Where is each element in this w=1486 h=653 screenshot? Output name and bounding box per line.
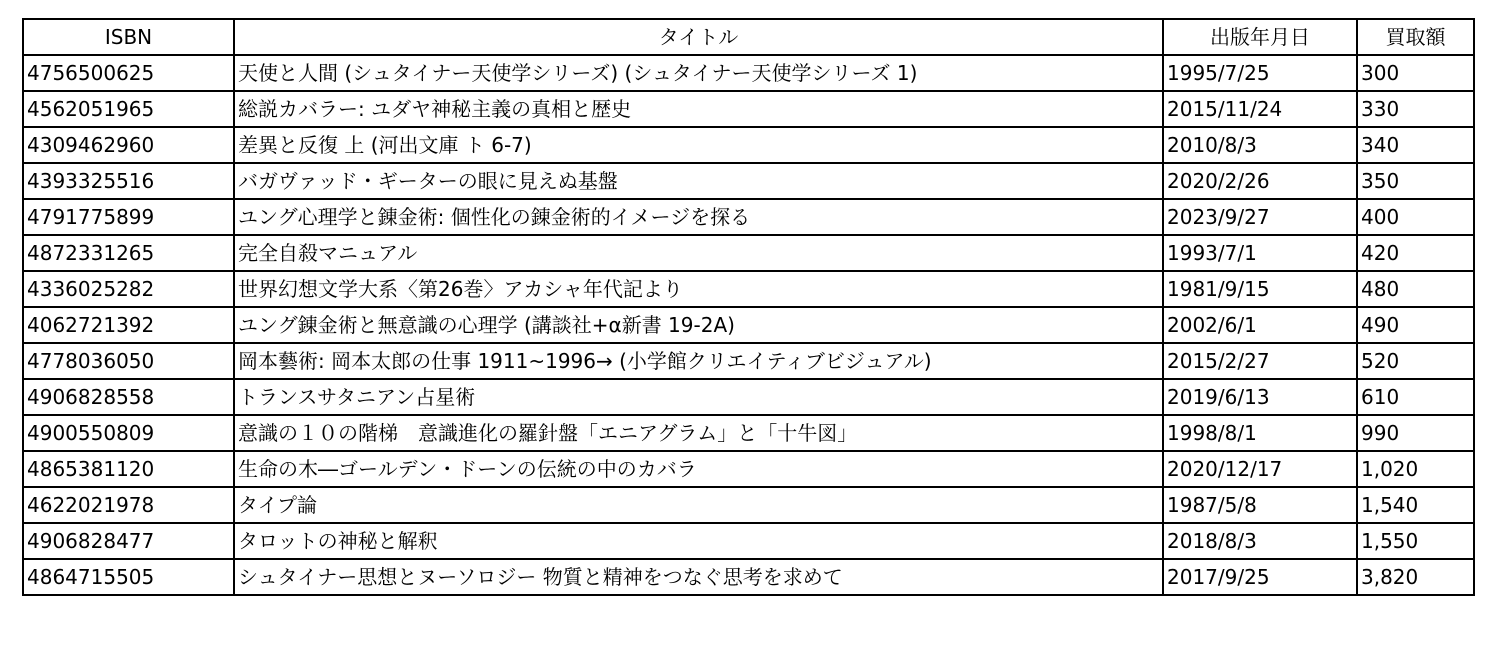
price-cell[interactable]: 330 (1357, 91, 1474, 127)
price-cell[interactable]: 350 (1357, 163, 1474, 199)
isbn-cell[interactable]: 4778036050 (23, 343, 234, 379)
table-row (23, 127, 1474, 163)
table-row (23, 343, 1474, 379)
title-cell[interactable]: 意識の１０の階梯 意識進化の羅針盤「エニアグラム」と「十牛図」 (234, 415, 1163, 451)
title-cell[interactable]: 天使と人間 (シュタイナー天使学シリーズ) (シュタイナー天使学シリーズ 1) (234, 55, 1163, 91)
title-cell[interactable]: トランスサタニアン占星術 (234, 379, 1163, 415)
table-row (23, 163, 1474, 199)
price-cell[interactable]: 1,020 (1357, 451, 1474, 487)
date-cell[interactable]: 2002/6/1 (1163, 307, 1357, 343)
isbn-cell[interactable]: 4872331265 (23, 235, 234, 271)
price-cell[interactable]: 1,550 (1357, 523, 1474, 559)
isbn-cell[interactable]: 4791775899 (23, 199, 234, 235)
table-row (23, 415, 1474, 451)
date-cell[interactable]: 1998/8/1 (1163, 415, 1357, 451)
table-row (23, 523, 1474, 559)
isbn-cell[interactable]: 4756500625 (23, 55, 234, 91)
title-cell[interactable]: バガヴァッド・ギーターの眼に見えぬ基盤 (234, 163, 1163, 199)
title-cell[interactable]: タイプ論 (234, 487, 1163, 523)
header-isbn[interactable]: ISBN (23, 19, 234, 55)
isbn-cell[interactable]: 4393325516 (23, 163, 234, 199)
date-cell[interactable]: 2015/2/27 (1163, 343, 1357, 379)
isbn-cell[interactable]: 4864715505 (23, 559, 234, 595)
isbn-cell[interactable]: 4562051965 (23, 91, 234, 127)
price-cell[interactable]: 480 (1357, 271, 1474, 307)
title-cell[interactable]: シュタイナー思想とヌーソロジー 物質と精神をつなぐ思考を求めて (234, 559, 1163, 595)
price-cell[interactable]: 490 (1357, 307, 1474, 343)
table-row (23, 559, 1474, 595)
date-cell[interactable]: 2015/11/24 (1163, 91, 1357, 127)
date-cell[interactable]: 2017/9/25 (1163, 559, 1357, 595)
table-row (23, 91, 1474, 127)
title-cell[interactable]: 完全自殺マニュアル (234, 235, 1163, 271)
date-cell[interactable]: 2020/2/26 (1163, 163, 1357, 199)
isbn-cell[interactable]: 4622021978 (23, 487, 234, 523)
title-cell[interactable]: 差異と反復 上 (河出文庫 ト 6-7) (234, 127, 1163, 163)
title-cell[interactable]: 生命の木―ゴールデン・ドーンの伝統の中のカバラ (234, 451, 1163, 487)
date-cell[interactable]: 1993/7/1 (1163, 235, 1357, 271)
header-title[interactable]: タイトル (234, 19, 1163, 55)
price-cell[interactable]: 340 (1357, 127, 1474, 163)
title-cell[interactable]: 世界幻想文学大系〈第26巻〉アカシャ年代記より (234, 271, 1163, 307)
book-price-table (22, 18, 1475, 596)
table-row (23, 307, 1474, 343)
header-price[interactable]: 買取額 (1357, 19, 1474, 55)
price-cell[interactable]: 420 (1357, 235, 1474, 271)
header-date[interactable]: 出版年月日 (1163, 19, 1357, 55)
table-row (23, 487, 1474, 523)
date-cell[interactable]: 1995/7/25 (1163, 55, 1357, 91)
price-cell[interactable]: 3,820 (1357, 559, 1474, 595)
isbn-cell[interactable]: 4336025282 (23, 271, 234, 307)
title-cell[interactable]: タロットの神秘と解釈 (234, 523, 1163, 559)
isbn-cell[interactable]: 4906828558 (23, 379, 234, 415)
price-cell[interactable]: 400 (1357, 199, 1474, 235)
title-cell[interactable]: ユング心理学と錬金術: 個性化の錬金術的イメージを探る (234, 199, 1163, 235)
table-row (23, 271, 1474, 307)
date-cell[interactable]: 1987/5/8 (1163, 487, 1357, 523)
date-cell[interactable]: 2010/8/3 (1163, 127, 1357, 163)
price-cell[interactable]: 520 (1357, 343, 1474, 379)
table-row (23, 451, 1474, 487)
table-row (23, 199, 1474, 235)
date-cell[interactable]: 2020/12/17 (1163, 451, 1357, 487)
title-cell[interactable]: 岡本藝術: 岡本太郎の仕事 1911~1996→ (小学館クリエイティブビジュアル) (234, 343, 1163, 379)
date-cell[interactable]: 2018/8/3 (1163, 523, 1357, 559)
table-row (23, 379, 1474, 415)
spreadsheet-area (22, 18, 1475, 596)
price-cell[interactable]: 300 (1357, 55, 1474, 91)
table-row (23, 55, 1474, 91)
isbn-cell[interactable]: 4865381120 (23, 451, 234, 487)
isbn-cell[interactable]: 4309462960 (23, 127, 234, 163)
price-cell[interactable]: 1,540 (1357, 487, 1474, 523)
date-cell[interactable]: 1981/9/15 (1163, 271, 1357, 307)
title-cell[interactable]: ユング錬金術と無意識の心理学 (講談社+α新書 19-2A) (234, 307, 1163, 343)
title-cell[interactable]: 総説カバラー: ユダヤ神秘主義の真相と歴史 (234, 91, 1163, 127)
isbn-cell[interactable]: 4900550809 (23, 415, 234, 451)
isbn-cell[interactable]: 4062721392 (23, 307, 234, 343)
isbn-cell[interactable]: 4906828477 (23, 523, 234, 559)
price-cell[interactable]: 990 (1357, 415, 1474, 451)
table-row (23, 235, 1474, 271)
date-cell[interactable]: 2019/6/13 (1163, 379, 1357, 415)
date-cell[interactable]: 2023/9/27 (1163, 199, 1357, 235)
price-cell[interactable]: 610 (1357, 379, 1474, 415)
header-row (23, 19, 1474, 55)
